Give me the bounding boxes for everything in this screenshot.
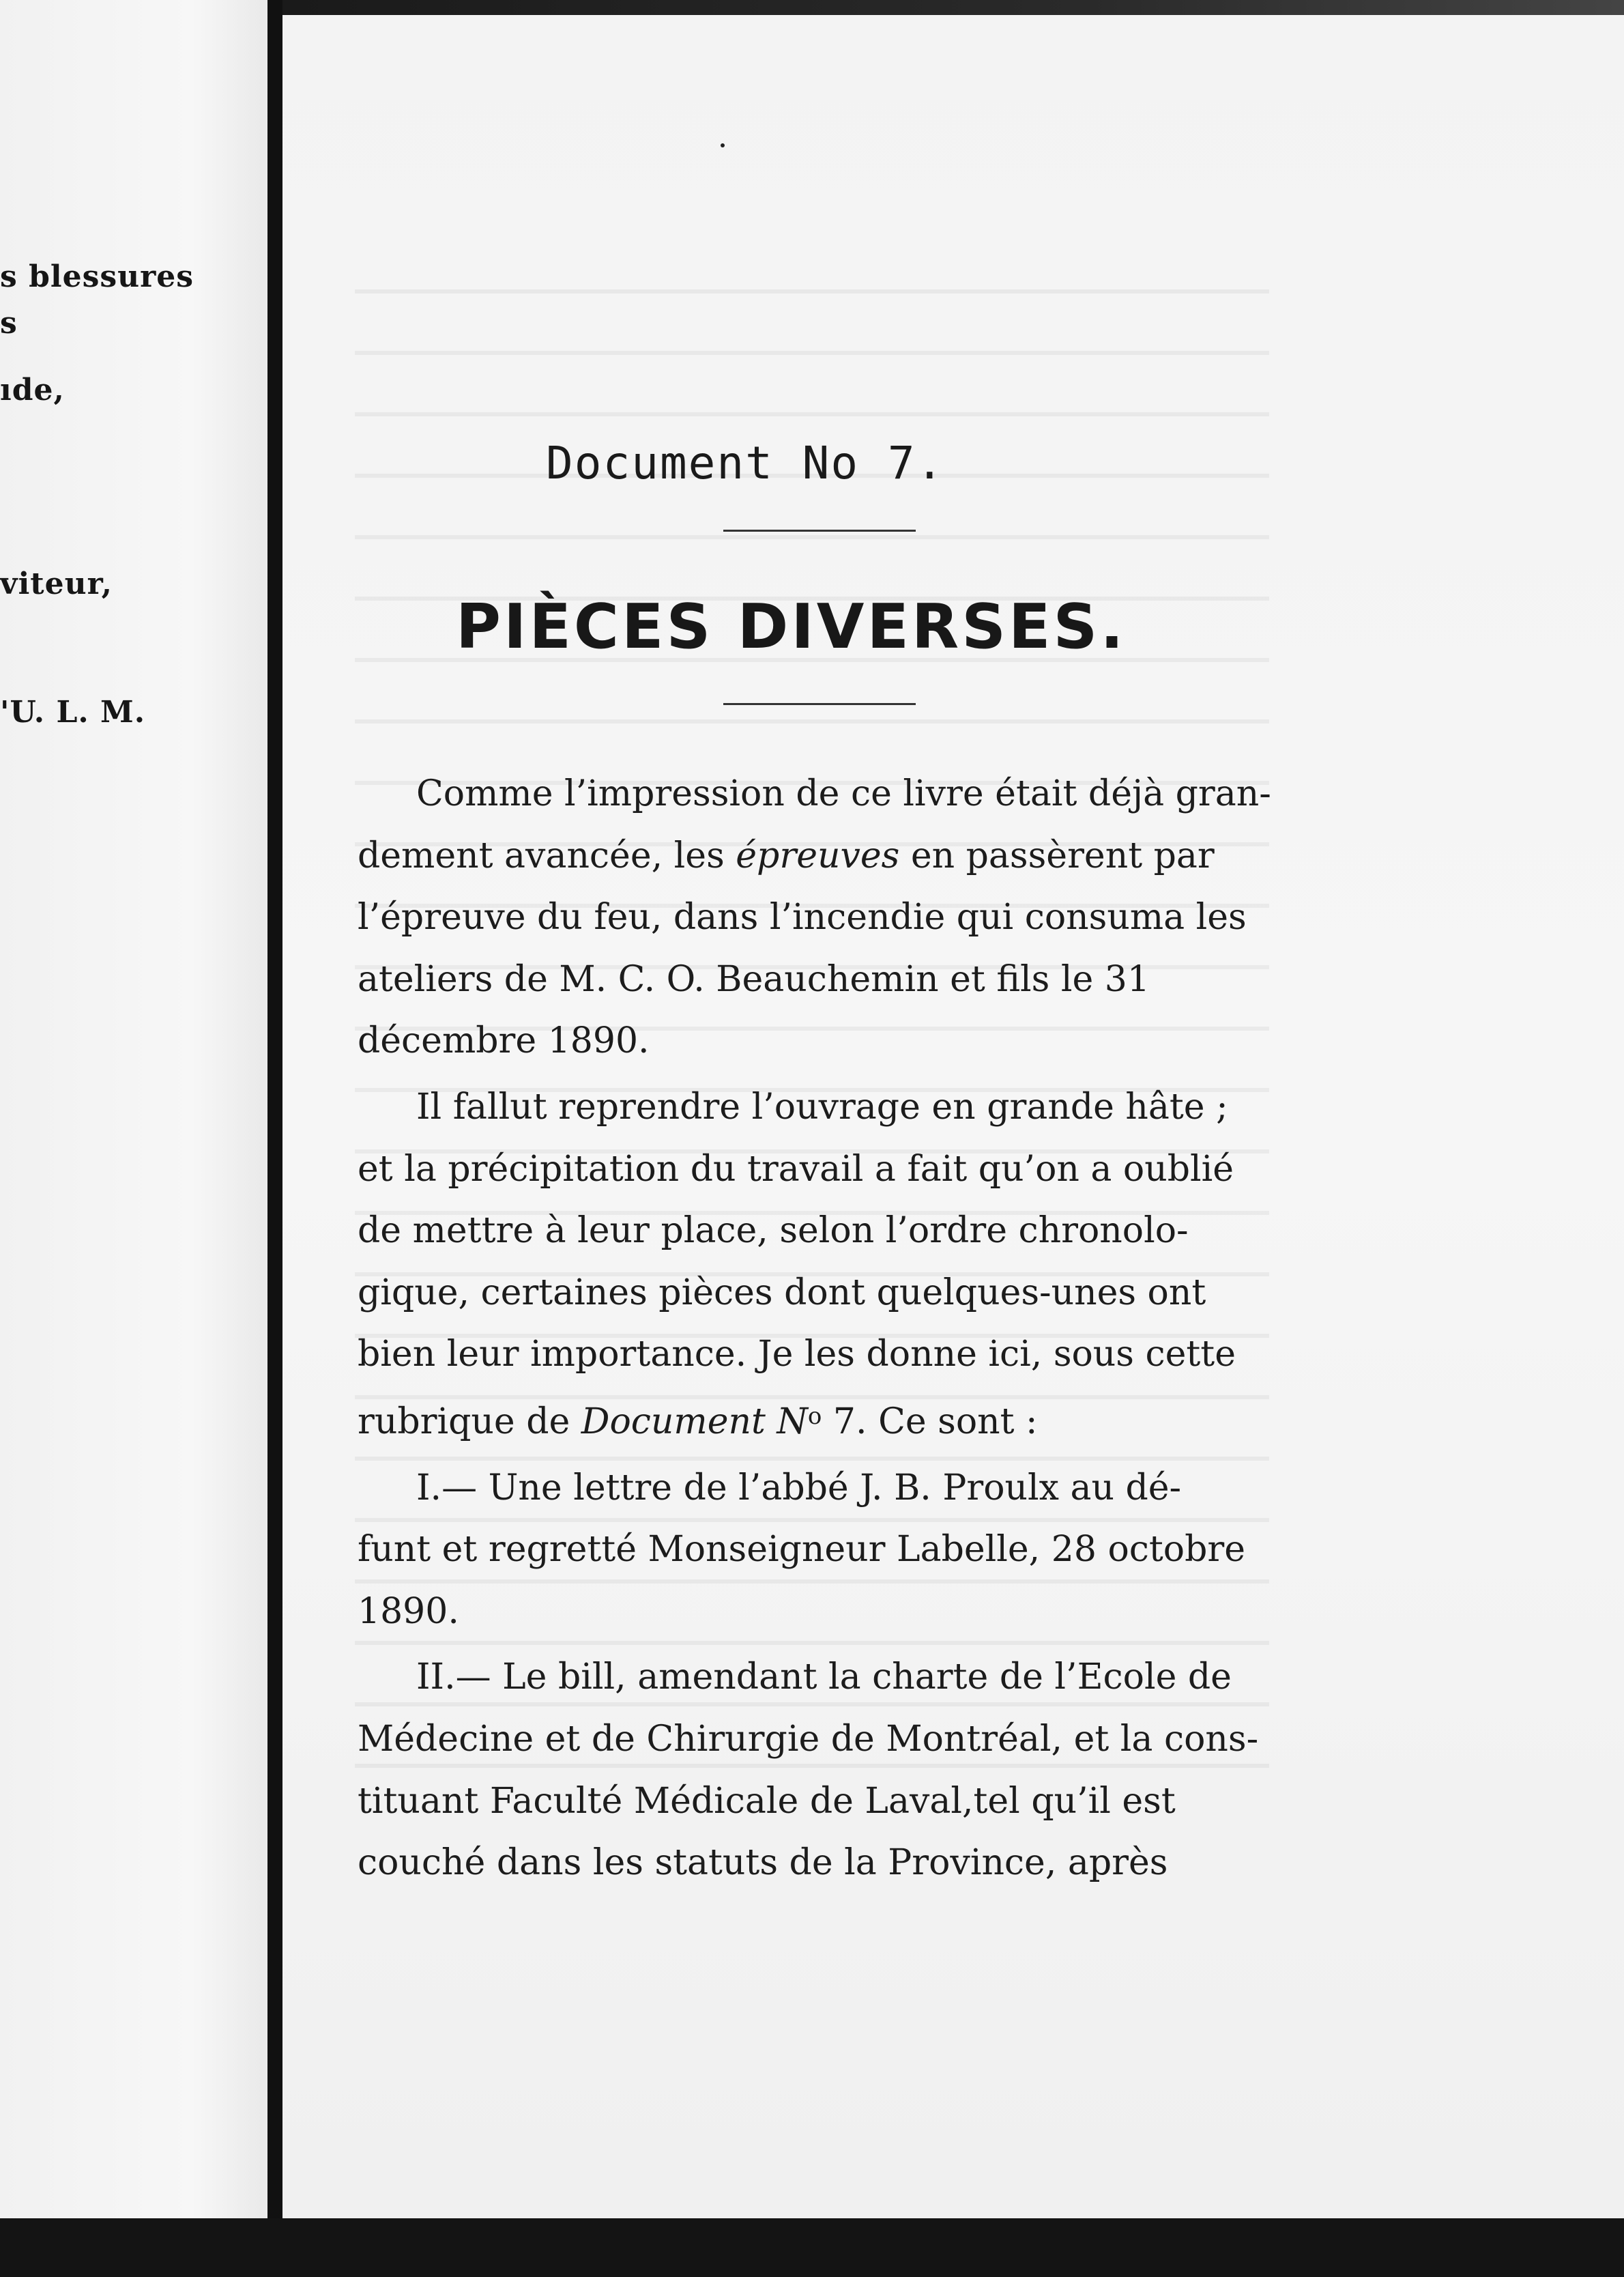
paragraph <box>358 1076 1271 1453</box>
left-page-line: s <box>0 306 18 341</box>
divider-rule <box>723 703 916 705</box>
text-line: couché dans les statuts de la Province, après <box>358 1842 1168 1884</box>
left-page-line: viteur, <box>0 567 113 601</box>
text-line: Médecine et de Chirurgie de Montréal, et la cons- <box>358 1718 1259 1760</box>
scan-edge-bottom <box>0 2218 1624 2277</box>
text-line: Il fallut reprendre l’ouvrage en grande hâte ; <box>416 1086 1228 1128</box>
text-line: I.— Une lettre de l’abbé J. B. Proulx au dé- <box>416 1467 1182 1508</box>
text-line: tituant Faculté Médicale de Laval,tel qu’il est <box>358 1780 1176 1822</box>
left-page-line: 'U. L. M. <box>0 695 146 730</box>
text-line: l’épreuve du feu, dans l’incendie qui consuma les <box>358 897 1247 939</box>
text-line: ateliers de M. C. O. Beauchemin et fils le 31 <box>358 958 1150 1000</box>
text-line: dement avancée, les épreuves en passèrent par <box>358 835 1215 876</box>
scan-edge-top <box>282 0 1624 15</box>
text-line: gique, certaines pièces dont quelques-unes ont <box>358 1272 1206 1313</box>
paragraph <box>358 1646 1271 1893</box>
text-line: funt et regretté Monseigneur Labelle, 28 octobre <box>358 1529 1245 1571</box>
left-page-fragment <box>0 0 274 2218</box>
divider-rule <box>723 530 916 532</box>
text-line: de mettre à leur place, selon l’ordre chronolo- <box>358 1210 1189 1252</box>
text-line: et la précipitation du travail a fait qu’on a oublié <box>358 1148 1234 1190</box>
paragraph <box>358 1457 1271 1643</box>
text-line: rubrique de Document $N^o$ 7. Ce sont : <box>358 1401 1038 1442</box>
book-spine <box>267 0 282 2277</box>
page-heading: PIÈCES DIVERSES. <box>456 591 1127 663</box>
text-line: décembre 1890. <box>358 1020 650 1062</box>
page-speck <box>721 143 725 147</box>
text-line: bien leur importance. Je les donne ici, sous cette <box>358 1334 1236 1375</box>
paragraph <box>358 763 1271 1072</box>
text-line: 1890. <box>358 1590 459 1632</box>
body-text <box>358 763 1271 1894</box>
text-line: Comme l’impression de ce livre était déjà gran- <box>416 773 1271 814</box>
document-label: Document No 7. <box>546 437 945 489</box>
left-page-line: s blessures <box>0 259 194 294</box>
text-line: II.— Le bill, amendant la charte de l’Ecole de <box>416 1657 1232 1698</box>
left-page-line: ıde, <box>0 373 65 407</box>
